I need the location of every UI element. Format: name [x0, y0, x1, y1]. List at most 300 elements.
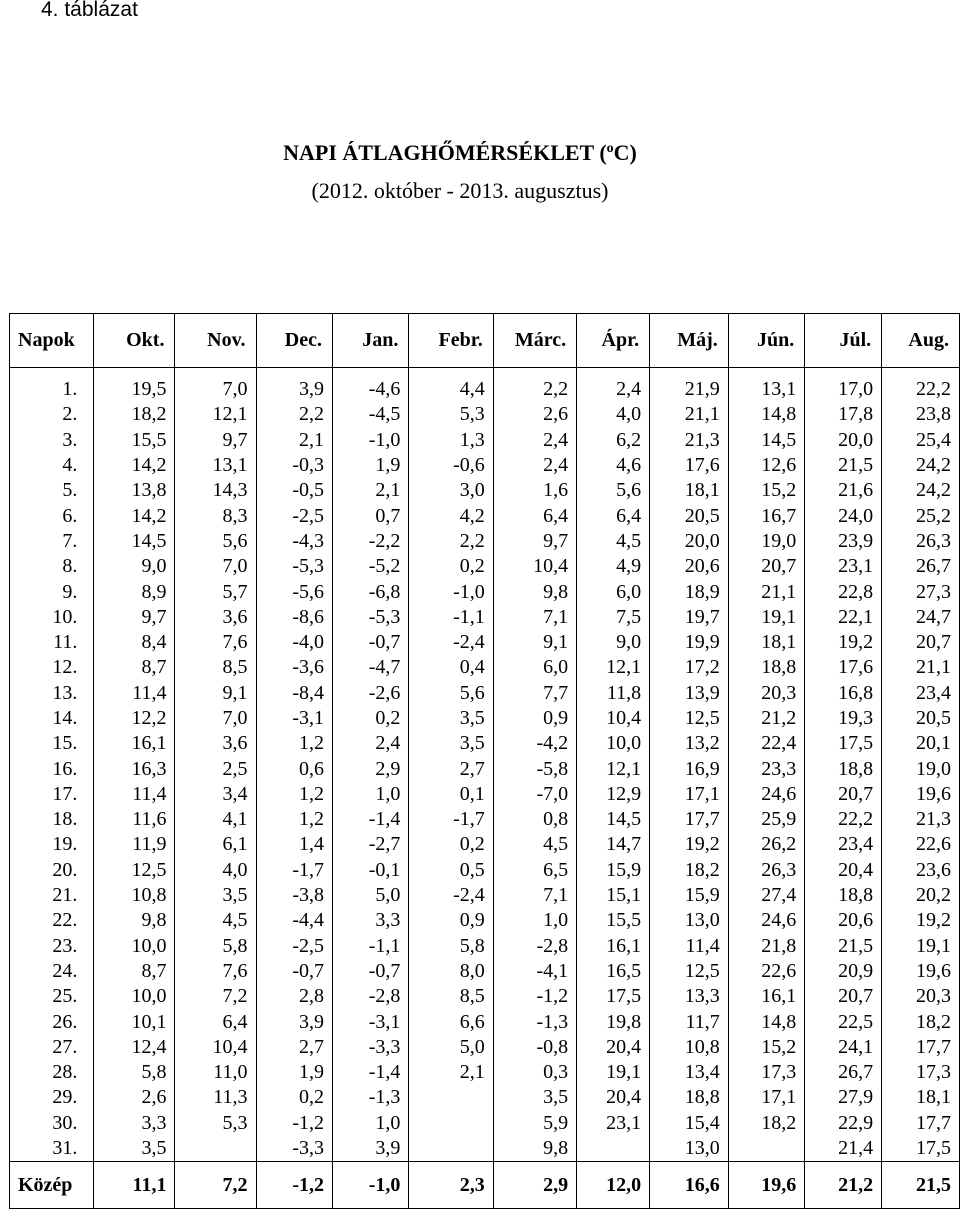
subtitle-text: (2012. október - 2013. augusztus)	[311, 178, 609, 203]
temp-cell: 22,8	[805, 579, 882, 604]
temp-cell: 14,5	[728, 428, 805, 453]
temp-cell: 14,8	[728, 1009, 805, 1034]
temp-cell: 19,5	[94, 377, 175, 402]
table-row	[10, 731, 960, 756]
day-cell: 10.	[10, 605, 94, 630]
temp-cell	[409, 1085, 493, 1110]
temp-cell: 18,8	[728, 655, 805, 680]
temp-cell: 20,0	[805, 428, 882, 453]
title-end: C)	[613, 140, 637, 165]
temp-cell: 12,5	[650, 959, 729, 984]
temp-cell: 0,6	[256, 756, 332, 781]
column-header: Márc.	[493, 314, 576, 368]
temp-cell: 5,6	[577, 478, 650, 503]
table-row	[10, 1060, 960, 1085]
temp-cell: 18,2	[650, 858, 729, 883]
column-header: Febr.	[409, 314, 493, 368]
temp-cell: 22,2	[882, 377, 960, 402]
temp-cell: 21,3	[650, 428, 729, 453]
temp-cell: 20,5	[882, 706, 960, 731]
temp-cell: 4,1	[175, 807, 256, 832]
temp-cell: -3,3	[256, 1136, 332, 1162]
temp-cell: 18,9	[650, 579, 729, 604]
temp-cell: 7,1	[493, 883, 576, 908]
table-row	[10, 1035, 960, 1060]
table-row	[10, 503, 960, 528]
temp-cell: 21,3	[882, 807, 960, 832]
temp-cell: 13,4	[650, 1060, 729, 1085]
average-cell: 7,2	[175, 1162, 256, 1209]
day-cell: 14.	[10, 706, 94, 731]
temp-cell: 8,3	[175, 503, 256, 528]
temp-cell: 1,9	[333, 453, 409, 478]
temp-cell: 9,0	[577, 630, 650, 655]
temp-cell: 7,2	[175, 984, 256, 1009]
temp-cell: 25,2	[882, 503, 960, 528]
temp-cell: -0,3	[256, 453, 332, 478]
temp-cell: 2,6	[94, 1085, 175, 1110]
temp-cell: -4,4	[256, 908, 332, 933]
temp-cell: 16,9	[650, 756, 729, 781]
temp-cell: 21,1	[728, 579, 805, 604]
temp-cell: 3,5	[175, 883, 256, 908]
title-text: NAPI ÁTLAGHŐMÉRSÉKLET (	[283, 140, 607, 165]
spacer-row	[10, 368, 960, 378]
temp-cell: 17,2	[650, 655, 729, 680]
temp-cell: 20,3	[882, 984, 960, 1009]
temp-cell: 13,0	[650, 1136, 729, 1162]
temp-cell: 19,9	[650, 630, 729, 655]
temp-cell: 16,7	[728, 503, 805, 528]
temp-cell: -1,3	[493, 1009, 576, 1034]
temp-cell: 4,5	[577, 529, 650, 554]
table-row	[10, 377, 960, 402]
temp-cell: 19,2	[650, 832, 729, 857]
average-cell: 19,6	[728, 1162, 805, 1209]
table-row	[10, 402, 960, 427]
temp-cell: 0,8	[493, 807, 576, 832]
temp-cell: 24,7	[882, 605, 960, 630]
temp-cell: 17,1	[728, 1085, 805, 1110]
temp-cell: 21,9	[650, 377, 729, 402]
temp-cell: 6,4	[175, 1009, 256, 1034]
temp-cell: 27,3	[882, 579, 960, 604]
temp-cell: -1,7	[256, 858, 332, 883]
temp-cell: 8,7	[94, 655, 175, 680]
temp-cell: 2,8	[256, 984, 332, 1009]
temp-cell: 4,6	[577, 453, 650, 478]
temp-cell: 25,9	[728, 807, 805, 832]
temp-cell: 23,6	[882, 858, 960, 883]
temp-cell: 15,5	[577, 908, 650, 933]
temp-cell: 22,4	[728, 731, 805, 756]
temp-cell: 2,4	[333, 731, 409, 756]
temp-cell: 19,6	[882, 782, 960, 807]
temp-cell: -5,3	[333, 605, 409, 630]
day-cell: 23.	[10, 934, 94, 959]
temp-cell: 0,1	[409, 782, 493, 807]
temp-cell: 12,2	[94, 706, 175, 731]
temp-cell: 3,9	[256, 377, 332, 402]
temp-cell: 19,0	[728, 529, 805, 554]
temp-cell: 10,4	[175, 1035, 256, 1060]
table-row	[10, 453, 960, 478]
temp-cell: 5,6	[409, 681, 493, 706]
temp-cell: 10,0	[577, 731, 650, 756]
temp-cell: -2,8	[493, 934, 576, 959]
temp-cell: 18,8	[805, 883, 882, 908]
temp-cell: 13,8	[94, 478, 175, 503]
temp-cell: 20,7	[805, 782, 882, 807]
temp-cell: 7,1	[493, 605, 576, 630]
temp-cell: 26,7	[805, 1060, 882, 1085]
temp-cell: -7,0	[493, 782, 576, 807]
column-header: Júl.	[805, 314, 882, 368]
temp-cell: 4,0	[175, 858, 256, 883]
column-header: Okt.	[94, 314, 175, 368]
temp-cell: 21,5	[805, 934, 882, 959]
table-label: 4. táblázat	[41, 0, 138, 21]
temp-cell: 2,4	[493, 453, 576, 478]
temp-cell: 20,5	[650, 503, 729, 528]
temp-cell: 17,7	[650, 807, 729, 832]
temp-cell: 19,1	[728, 605, 805, 630]
temp-cell: -1,3	[333, 1085, 409, 1110]
footer-row	[10, 1162, 960, 1209]
temp-cell: 22,6	[728, 959, 805, 984]
temp-cell: 20,2	[882, 883, 960, 908]
column-header: Jan.	[333, 314, 409, 368]
table-row	[10, 984, 960, 1009]
table-row	[10, 908, 960, 933]
temp-cell: 3,5	[409, 731, 493, 756]
temp-cell: 10,4	[577, 706, 650, 731]
temp-cell: 0,2	[409, 554, 493, 579]
temp-cell: 20,4	[805, 858, 882, 883]
day-cell: 25.	[10, 984, 94, 1009]
temp-cell: -6,8	[333, 579, 409, 604]
temp-cell: 18,2	[882, 1009, 960, 1034]
page-title	[0, 140, 960, 166]
temp-cell: 2,7	[256, 1035, 332, 1060]
average-cell: 21,5	[882, 1162, 960, 1209]
temp-cell: 13,1	[175, 453, 256, 478]
temp-cell: 20,4	[577, 1035, 650, 1060]
temp-cell: 21,1	[650, 402, 729, 427]
temp-cell: 2,1	[409, 1060, 493, 1085]
temp-cell: 6,1	[175, 832, 256, 857]
column-header: Napok	[10, 314, 94, 368]
temp-cell: 22,9	[805, 1111, 882, 1136]
temp-cell: 2,9	[333, 756, 409, 781]
temp-cell: 1,0	[493, 908, 576, 933]
temp-cell: 6,5	[493, 858, 576, 883]
table-row	[10, 959, 960, 984]
temp-cell: 9,0	[94, 554, 175, 579]
table-row	[10, 934, 960, 959]
table-row	[10, 478, 960, 503]
temp-cell: -3,3	[333, 1035, 409, 1060]
temp-cell: 15,2	[728, 478, 805, 503]
temp-cell: 8,5	[175, 655, 256, 680]
table-row	[10, 428, 960, 453]
temp-cell: 19,6	[882, 959, 960, 984]
day-cell: 6.	[10, 503, 94, 528]
temp-cell: 20,9	[805, 959, 882, 984]
temp-cell: -4,2	[493, 731, 576, 756]
temp-cell: 2,7	[409, 756, 493, 781]
temp-cell: 4,9	[577, 554, 650, 579]
temp-cell: 9,8	[493, 579, 576, 604]
temp-cell: -0,7	[333, 630, 409, 655]
temp-cell: 15,9	[577, 858, 650, 883]
temp-cell: 5,8	[175, 934, 256, 959]
temp-cell: 1,4	[256, 832, 332, 857]
temp-cell: -0,7	[256, 959, 332, 984]
temp-cell: 12,6	[728, 453, 805, 478]
temp-cell: 0,5	[409, 858, 493, 883]
temp-cell: 20,3	[728, 681, 805, 706]
temp-cell: 17,7	[882, 1035, 960, 1060]
day-cell: 8.	[10, 554, 94, 579]
temp-cell: 18,2	[728, 1111, 805, 1136]
temp-cell: 4,2	[409, 503, 493, 528]
temp-cell: -0,6	[409, 453, 493, 478]
day-cell: 15.	[10, 731, 94, 756]
temp-cell: 7,7	[493, 681, 576, 706]
temp-cell: -2,5	[256, 934, 332, 959]
temp-cell: 11,9	[94, 832, 175, 857]
temp-cell: 26,7	[882, 554, 960, 579]
temp-cell: 1,0	[333, 1111, 409, 1136]
day-cell: 11.	[10, 630, 94, 655]
temp-cell: 11,4	[650, 934, 729, 959]
temp-cell: 1,6	[493, 478, 576, 503]
table-row	[10, 1111, 960, 1136]
day-cell: 26.	[10, 1009, 94, 1034]
temp-cell: 22,1	[805, 605, 882, 630]
temp-cell: 10,0	[94, 984, 175, 1009]
temp-cell: 3,6	[175, 731, 256, 756]
temp-cell: -8,6	[256, 605, 332, 630]
temp-cell: 22,6	[882, 832, 960, 857]
temp-cell: 17,1	[650, 782, 729, 807]
temp-cell: 12,9	[577, 782, 650, 807]
average-cell: -1,2	[256, 1162, 332, 1209]
temp-cell: 0,2	[256, 1085, 332, 1110]
temp-cell: 14,3	[175, 478, 256, 503]
day-cell: 21.	[10, 883, 94, 908]
day-cell: 17.	[10, 782, 94, 807]
temp-cell: 9,8	[94, 908, 175, 933]
temp-cell: 5,3	[175, 1111, 256, 1136]
temp-cell: 16,1	[94, 731, 175, 756]
temp-cell: 9,7	[175, 428, 256, 453]
temp-cell: -1,0	[333, 428, 409, 453]
column-header: Nov.	[175, 314, 256, 368]
temp-cell: 18,1	[882, 1085, 960, 1110]
temp-cell: -4,6	[333, 377, 409, 402]
table-row	[10, 883, 960, 908]
table-row	[10, 579, 960, 604]
temp-cell: 19,3	[805, 706, 882, 731]
temp-cell: 22,2	[805, 807, 882, 832]
temp-cell: 9,7	[94, 605, 175, 630]
temp-cell: -2,4	[409, 630, 493, 655]
temp-cell: 3,5	[94, 1136, 175, 1162]
temp-cell: 8,9	[94, 579, 175, 604]
temp-cell: 16,1	[577, 934, 650, 959]
temp-cell: 17,5	[577, 984, 650, 1009]
temp-cell: 5,6	[175, 529, 256, 554]
temp-cell: 20,6	[805, 908, 882, 933]
temp-cell: -1,2	[493, 984, 576, 1009]
day-cell: 27.	[10, 1035, 94, 1060]
temp-cell: 12,5	[94, 858, 175, 883]
temp-cell: 1,2	[256, 731, 332, 756]
temp-cell: 0,2	[409, 832, 493, 857]
average-cell: -1,0	[333, 1162, 409, 1209]
temp-cell: 25,4	[882, 428, 960, 453]
temp-cell: 20,7	[805, 984, 882, 1009]
temp-cell: -5,8	[493, 756, 576, 781]
temp-cell: 7,5	[577, 605, 650, 630]
temp-cell	[728, 1136, 805, 1162]
day-cell: 30.	[10, 1111, 94, 1136]
day-cell: 29.	[10, 1085, 94, 1110]
temp-cell: -2,5	[256, 503, 332, 528]
temp-cell: 9,1	[493, 630, 576, 655]
temp-cell: 10,4	[493, 554, 576, 579]
temp-cell: -1,4	[333, 807, 409, 832]
temp-cell	[409, 1136, 493, 1162]
table-row	[10, 858, 960, 883]
temp-cell: 19,0	[882, 756, 960, 781]
temp-cell: 6,6	[409, 1009, 493, 1034]
temp-cell: 3,9	[333, 1136, 409, 1162]
temp-cell: 6,0	[493, 655, 576, 680]
temp-cell: 20,7	[882, 630, 960, 655]
temp-cell: 16,3	[94, 756, 175, 781]
day-cell: 9.	[10, 579, 94, 604]
temp-cell: 20,7	[728, 554, 805, 579]
temp-cell: -3,6	[256, 655, 332, 680]
temp-cell: -5,3	[256, 554, 332, 579]
temp-cell: 17,5	[805, 731, 882, 756]
day-cell: 1.	[10, 377, 94, 402]
temp-cell: 20,6	[650, 554, 729, 579]
temp-cell: 12,1	[577, 655, 650, 680]
temp-cell: 12,1	[577, 756, 650, 781]
temp-cell	[577, 1136, 650, 1162]
temp-cell: 5,3	[409, 402, 493, 427]
page-subtitle	[0, 178, 960, 204]
temp-cell: 4,0	[577, 402, 650, 427]
temp-cell: 8,5	[409, 984, 493, 1009]
temp-cell: 2,4	[493, 428, 576, 453]
temp-cell: -0,5	[256, 478, 332, 503]
temp-cell: 23,1	[805, 554, 882, 579]
temp-cell: 21,1	[882, 655, 960, 680]
temp-cell: 20,0	[650, 529, 729, 554]
table-row	[10, 756, 960, 781]
day-cell: 20.	[10, 858, 94, 883]
temp-cell: -3,1	[333, 1009, 409, 1034]
temp-cell: 2,1	[256, 428, 332, 453]
temp-cell: 23,4	[882, 681, 960, 706]
temp-cell: 16,8	[805, 681, 882, 706]
temp-cell: 3,0	[409, 478, 493, 503]
temp-cell: 18,2	[94, 402, 175, 427]
temp-cell: 17,3	[728, 1060, 805, 1085]
average-cell: 2,9	[493, 1162, 576, 1209]
temp-cell: 13,9	[650, 681, 729, 706]
temp-cell: 11,7	[650, 1009, 729, 1034]
temp-cell: 19,7	[650, 605, 729, 630]
temp-cell: 18,8	[650, 1085, 729, 1110]
temp-cell: 0,9	[493, 706, 576, 731]
temp-cell: 14,2	[94, 453, 175, 478]
degree-sup: o	[606, 141, 614, 156]
temp-cell: -5,6	[256, 579, 332, 604]
temp-cell: 0,7	[333, 503, 409, 528]
day-cell: 28.	[10, 1060, 94, 1085]
temp-cell: 5,8	[94, 1060, 175, 1085]
temp-cell: 8,4	[94, 630, 175, 655]
table-row	[10, 630, 960, 655]
temp-cell: 5,7	[175, 579, 256, 604]
temp-cell: 14,2	[94, 503, 175, 528]
temp-cell: 24,2	[882, 453, 960, 478]
temp-cell: 5,0	[333, 883, 409, 908]
temp-cell: -8,4	[256, 681, 332, 706]
temp-cell: 9,1	[175, 681, 256, 706]
temp-cell: 18,1	[728, 630, 805, 655]
temp-cell: 12,5	[650, 706, 729, 731]
table-row	[10, 1136, 960, 1162]
day-cell: 4.	[10, 453, 94, 478]
temp-cell: -1,4	[333, 1060, 409, 1085]
temp-cell: 4,5	[493, 832, 576, 857]
day-cell: 22.	[10, 908, 94, 933]
temp-cell: -1,7	[409, 807, 493, 832]
temp-cell: 23,3	[728, 756, 805, 781]
temp-cell: 24,0	[805, 503, 882, 528]
table-row	[10, 1085, 960, 1110]
temp-cell: 17,0	[805, 377, 882, 402]
temp-cell: 3,5	[409, 706, 493, 731]
temp-cell: -2,7	[333, 832, 409, 857]
temp-cell: -3,1	[256, 706, 332, 731]
average-cell: 2,3	[409, 1162, 493, 1209]
temp-cell: 11,6	[94, 807, 175, 832]
temp-cell: 15,5	[94, 428, 175, 453]
temp-cell: 3,5	[493, 1085, 576, 1110]
temp-cell: 13,0	[650, 908, 729, 933]
temp-cell: 13,1	[728, 377, 805, 402]
temp-cell: 27,4	[728, 883, 805, 908]
average-cell: 21,2	[805, 1162, 882, 1209]
temp-cell	[409, 1111, 493, 1136]
temp-cell: 27,9	[805, 1085, 882, 1110]
footer-label: Közép	[10, 1162, 94, 1209]
temp-cell: 17,7	[882, 1111, 960, 1136]
temp-cell: 6,0	[577, 579, 650, 604]
temp-cell: 5,0	[409, 1035, 493, 1060]
temp-cell: 21,8	[728, 934, 805, 959]
temp-cell: 26,3	[882, 529, 960, 554]
temp-cell: -0,1	[333, 858, 409, 883]
